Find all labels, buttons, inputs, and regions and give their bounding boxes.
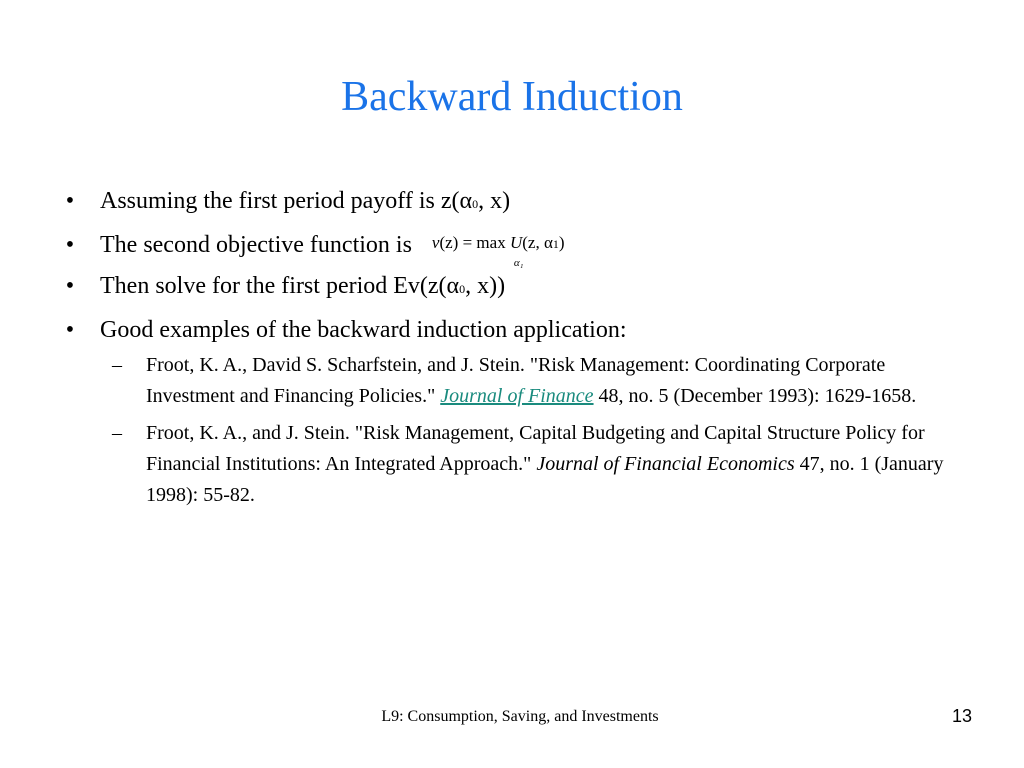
bullet-item	[60, 230, 960, 269]
journal-name: Journal of Financial Economics	[536, 453, 795, 475]
bullet-item	[60, 315, 960, 345]
formula-lhs-arg: (z)	[439, 233, 459, 252]
bullet-list	[60, 186, 960, 356]
formula-function: U	[509, 233, 523, 252]
bullet-text: Good examples of the backward induction application:	[100, 317, 627, 343]
bullet-marker: •	[65, 232, 75, 258]
reference-text: Froot, K. A., David S. Scharfstein, and J. Stein. "Risk Management: Coordinating Corporate Investment and Financing Policies."	[146, 354, 886, 407]
bullet-marker: •	[65, 273, 75, 299]
bullet-text: Then solve for the first period Ev(z(α	[100, 273, 460, 299]
reference-text-end: 48, no. 5 (December 1993): 1629-1658.	[593, 385, 917, 407]
formula-equals: =	[462, 233, 473, 252]
bullet-text: Assuming the first period payoff is z(α	[100, 188, 473, 214]
bullet-item	[60, 271, 960, 304]
formula-operator-sub: α₁	[513, 257, 524, 269]
bullet-item	[60, 186, 960, 219]
bullet-marker: •	[65, 317, 75, 343]
formula-function-args: (z, α	[522, 233, 553, 252]
bullet-text: The second objective function is	[100, 232, 412, 258]
slide-title: Backward Induction	[341, 74, 683, 120]
reference-item	[108, 418, 944, 511]
bullet-text-end: , x)	[478, 188, 511, 214]
reference-marker: –	[112, 422, 122, 444]
objective-formula	[431, 228, 632, 269]
bullet-marker: •	[65, 188, 75, 214]
reference-text-end: 47, no. 1 (January 1998): 55-82.	[146, 453, 944, 506]
formula-lhs: v	[431, 233, 440, 252]
page-number: 13	[951, 706, 972, 726]
subscript: 0	[472, 197, 479, 211]
formula-close: )	[558, 233, 565, 252]
subscript: 0	[459, 282, 466, 296]
journal-link[interactable]: Journal of Finance	[440, 385, 594, 407]
formula-operator: max	[476, 233, 506, 252]
bullet-text-end: , x))	[465, 273, 506, 299]
reference-item	[108, 350, 944, 412]
reference-text: Froot, K. A., and J. Stein. "Risk Management, Capital Budgeting and Capital Structure Policy for Financial Institutions: An Integrated Approach."	[146, 422, 925, 475]
slide-footer: L9: Consumption, Saving, and Investments	[381, 708, 659, 725]
reference-marker: –	[112, 354, 122, 376]
formula-function-sub: 1	[552, 237, 559, 251]
reference-list	[108, 350, 944, 517]
